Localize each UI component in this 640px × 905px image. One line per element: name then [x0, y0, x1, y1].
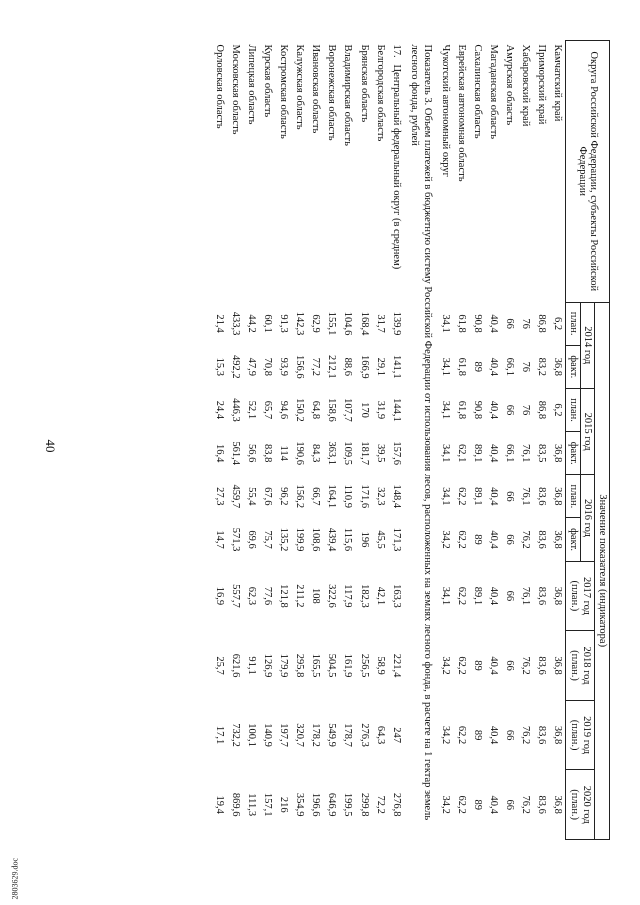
region-name: Приморский край [536, 44, 548, 125]
value-cell: 621,6 [230, 653, 242, 678]
value-cell: 86,8 [536, 314, 548, 333]
value-cell: 732,2 [230, 723, 242, 747]
value-cell: 121,8 [278, 584, 290, 608]
value-cell: 354,9 [294, 792, 306, 817]
value-cell: 42,1 [374, 586, 386, 606]
region-name: Орловская область [213, 44, 225, 129]
federal-district-row [388, 41, 404, 840]
value-cell: 75,7 [262, 530, 274, 549]
value-cell: 93,9 [278, 357, 290, 376]
region-name: Амурская область [504, 44, 516, 126]
value-cell: 61,8 [455, 314, 467, 333]
value-cell: 76,1 [520, 443, 532, 463]
value-cell: 211,2 [294, 584, 306, 608]
value-cell: 158,6 [326, 398, 338, 422]
value-cell: 157,1 [262, 792, 274, 817]
value-cell: 108 [310, 588, 322, 604]
value-cell: 47,9 [246, 357, 258, 376]
value-cell: 62,2 [455, 586, 467, 606]
table-row [549, 41, 566, 840]
value-cell: 40,4 [488, 487, 500, 506]
region-name: Липецкая область [246, 44, 258, 125]
value-cell: 40,4 [488, 795, 500, 814]
value-cell: 504,5 [326, 653, 338, 678]
year-header: 2016 год [580, 475, 595, 561]
value-cell: 108,6 [310, 527, 322, 552]
value-cell: 34,1 [439, 586, 451, 606]
value-cell: 62,2 [455, 656, 467, 675]
value-cell: 247 [390, 727, 402, 743]
value-cell: 446,3 [230, 398, 242, 422]
indicator-group-header: Значение показателя (индикатора) [595, 302, 610, 839]
value-cell: 36,8 [552, 656, 564, 675]
value-cell: 117,9 [342, 584, 354, 608]
value-cell: 433,3 [230, 311, 242, 336]
table-row [323, 41, 339, 840]
value-cell: 88,6 [342, 357, 354, 376]
value-cell: 70,8 [262, 357, 274, 376]
value-cell: 64,3 [374, 725, 386, 745]
value-cell: 557,7 [230, 584, 242, 608]
value-cell: 66,1 [504, 443, 516, 463]
region-name: Брянская область [358, 44, 370, 123]
table-row [211, 41, 227, 840]
plan-fact-header: план. [566, 475, 581, 518]
value-cell: 561,4 [230, 441, 242, 465]
value-cell: 114 [278, 445, 290, 461]
value-cell: 34,1 [439, 443, 451, 463]
value-cell: 164,1 [326, 484, 338, 509]
value-cell: 109,5 [342, 441, 354, 465]
year-header: 2018 год (план.) [566, 631, 595, 701]
value-cell: 60,1 [262, 314, 274, 333]
region-name: Калужская область [294, 44, 306, 130]
value-cell: 44,2 [246, 314, 258, 333]
value-cell: 65,7 [262, 400, 274, 420]
value-cell: 16,4 [213, 443, 225, 463]
value-cell: 34,2 [439, 530, 451, 549]
value-cell: 58,9 [374, 656, 386, 675]
value-cell: 34,1 [439, 314, 451, 333]
value-cell: 89,1 [472, 586, 484, 606]
value-cell: 76,1 [520, 586, 532, 606]
value-cell: 156,2 [294, 484, 306, 509]
value-cell: 36,8 [552, 530, 564, 549]
region-name: Московская область [230, 44, 242, 135]
value-cell: 76,1 [520, 487, 532, 506]
value-cell: 322,6 [326, 584, 338, 608]
value-cell: 66 [504, 799, 516, 810]
value-cell: 170 [358, 402, 370, 418]
value-cell: 94,6 [278, 400, 290, 420]
value-cell: 181,7 [358, 441, 370, 465]
value-cell: 111,3 [246, 793, 258, 817]
value-cell: 45,5 [374, 530, 386, 549]
value-cell: 165,5 [310, 653, 322, 678]
value-cell: 31,9 [374, 400, 386, 420]
value-cell: 24,4 [213, 400, 225, 420]
value-cell: 40,4 [488, 443, 500, 463]
rotated-table-container [35, 40, 610, 840]
value-cell: 141,1 [390, 354, 402, 379]
value-cell: 91,3 [278, 314, 290, 333]
value-cell: 155,1 [326, 311, 338, 336]
value-cell: 36,8 [552, 586, 564, 606]
value-cell: 19,4 [213, 795, 225, 814]
value-cell: 62,9 [310, 314, 322, 333]
value-cell: 34,2 [439, 725, 451, 745]
value-cell: 115,6 [342, 527, 354, 552]
value-cell: 55,4 [246, 487, 258, 506]
value-cell: 76,2 [520, 656, 532, 675]
value-cell: 439,4 [326, 527, 338, 552]
region-name: Воронежская область [326, 44, 338, 141]
value-cell: 66,7 [310, 487, 322, 506]
region-name: Еврейская автономная область [455, 44, 467, 182]
value-cell: 62,2 [455, 530, 467, 549]
value-cell: 76,2 [520, 795, 532, 814]
value-cell: 14,7 [213, 530, 225, 549]
value-cell: 32,3 [374, 487, 386, 506]
table-row [227, 41, 243, 840]
value-cell: 76,2 [520, 725, 532, 745]
table-row [533, 41, 549, 840]
value-cell: 142,3 [294, 311, 306, 336]
value-cell: 126,9 [262, 653, 274, 678]
value-cell: 83,6 [536, 530, 548, 549]
value-cell: 182,3 [358, 584, 370, 608]
value-cell: 139,9 [390, 311, 402, 336]
table-row [243, 41, 259, 840]
value-cell: 107,7 [342, 398, 354, 422]
value-cell: 150,2 [294, 398, 306, 422]
value-cell: 66 [504, 491, 516, 502]
value-cell: 76 [520, 361, 532, 373]
value-cell: 459,7 [230, 484, 242, 509]
header-row-1 [595, 41, 610, 840]
value-cell: 89 [472, 660, 484, 671]
value-cell: 148,4 [390, 484, 402, 509]
value-cell: 66 [504, 318, 516, 329]
value-cell: 646,9 [326, 792, 338, 817]
value-cell: 90,8 [472, 400, 484, 420]
value-cell: 61,8 [455, 400, 467, 420]
value-cell: 76 [520, 404, 532, 416]
value-cell: 39,5 [374, 443, 386, 463]
table-row [453, 41, 469, 840]
value-cell: 197,7 [278, 723, 290, 747]
value-cell: 36,8 [552, 443, 564, 463]
value-cell: 363,1 [326, 441, 338, 465]
value-cell: 199,5 [342, 792, 354, 817]
year-header: 2015 год [580, 388, 595, 474]
plan-fact-header: факт. [566, 518, 581, 561]
table-row [259, 41, 275, 840]
value-cell: 549,9 [326, 723, 338, 747]
value-cell: 171,6 [358, 484, 370, 509]
value-cell: 34,2 [439, 795, 451, 814]
value-cell: 166,9 [358, 354, 370, 379]
indicator-table [211, 40, 610, 840]
value-cell: 6,2 [552, 403, 564, 417]
value-cell: 62,1 [455, 443, 467, 463]
region-name: Хабаровский край [520, 44, 532, 127]
value-cell: 179,9 [278, 653, 290, 678]
value-cell: 29,1 [374, 357, 386, 376]
region-name: Чукотский автономный округ [439, 44, 451, 177]
value-cell: 161,9 [342, 653, 354, 678]
value-cell: 40,4 [488, 725, 500, 745]
value-cell: 86,8 [536, 400, 548, 420]
value-cell: 36,8 [552, 487, 564, 506]
value-cell: 140,9 [262, 723, 274, 747]
region-name: Владимирская область [342, 44, 354, 146]
value-cell: 196 [358, 531, 370, 548]
year-header: 2019 год (план.) [566, 700, 595, 770]
value-cell: 62,2 [455, 795, 467, 814]
value-cell: 66,1 [504, 357, 516, 376]
value-cell: 66 [504, 404, 516, 416]
value-cell: 34,1 [439, 400, 451, 420]
value-cell: 84,3 [310, 443, 322, 463]
plan-fact-header: план. [566, 302, 581, 345]
year-header: 2020 год (план.) [566, 770, 595, 840]
region-name: Белгородская область [374, 44, 386, 142]
region-name: Магаданская область [488, 44, 500, 140]
value-cell: 171,3 [390, 527, 402, 552]
table-row [339, 41, 355, 840]
value-cell: 83,6 [536, 487, 548, 506]
value-cell: 163,3 [390, 584, 402, 608]
table-row [501, 41, 517, 840]
value-cell: 52,1 [246, 400, 258, 420]
value-cell: 135,2 [278, 527, 290, 552]
value-cell: 168,4 [358, 311, 370, 336]
value-cell: 89 [472, 534, 484, 545]
value-cell: 216 [278, 796, 290, 813]
value-cell: 77,2 [310, 357, 322, 376]
value-cell: 89 [472, 729, 484, 741]
value-cell: 299,8 [358, 792, 370, 817]
value-cell: 62,3 [246, 586, 258, 606]
value-cell: 199,9 [294, 527, 306, 552]
value-cell: 83,6 [536, 656, 548, 675]
value-cell: 89,1 [472, 443, 484, 463]
table-row [437, 41, 453, 840]
value-cell: 276,8 [390, 792, 402, 817]
value-cell: 110,9 [342, 484, 354, 508]
value-cell: 66 [504, 590, 516, 602]
value-cell: 157,6 [390, 441, 402, 465]
value-cell: 66 [504, 660, 516, 671]
value-cell: 16,9 [213, 586, 225, 606]
region-name: Камчатский край [552, 44, 564, 122]
region-column-header: Округа Российской Федерации, субъекты Российской Федерации [566, 41, 610, 303]
value-cell: 66 [504, 534, 516, 545]
federal-district-label: Центральный федеральный округ (в среднем) [390, 64, 402, 270]
value-cell: 62,2 [455, 725, 467, 745]
value-cell: 83,6 [536, 725, 548, 745]
value-cell: 40,4 [488, 357, 500, 376]
federal-district-name [388, 41, 404, 303]
value-cell: 96,2 [278, 487, 290, 506]
table-row [355, 41, 371, 840]
value-cell: 83,5 [536, 443, 548, 463]
value-cell: 156,6 [294, 354, 306, 379]
value-cell: 21,4 [213, 314, 225, 333]
value-cell: 89 [472, 799, 484, 810]
value-cell: 17,1 [213, 725, 225, 745]
value-cell: 36,8 [552, 357, 564, 376]
indicator-title: Показатель 3. Объем платежей в бюджетную систему Российской Федерации от использования лесов, расположенных на землях лесного фонда, в расчете на 1 гектар земель лесного фонда, рублей [409, 44, 433, 821]
value-cell: 34,1 [439, 357, 451, 376]
value-cell: 256,5 [358, 653, 370, 678]
value-cell: 89,1 [472, 487, 484, 506]
value-cell: 144,1 [390, 398, 402, 422]
table-row [469, 41, 485, 840]
document-filename: 2803629.doc [10, 857, 20, 900]
value-cell: 295,8 [294, 653, 306, 678]
value-cell: 56,6 [246, 443, 258, 463]
value-cell: 36,8 [552, 725, 564, 745]
value-cell: 89 [472, 361, 484, 373]
region-name: Курская область [262, 44, 274, 118]
region-name: Костромская область [278, 44, 290, 139]
value-cell: 90,8 [472, 314, 484, 333]
value-cell: 178,7 [342, 723, 354, 747]
value-cell: 40,4 [488, 586, 500, 606]
value-cell: 15,3 [213, 357, 225, 376]
value-cell: 196,6 [310, 792, 322, 817]
value-cell: 62,2 [455, 487, 467, 506]
value-cell: 221,4 [390, 653, 402, 678]
value-cell: 40,4 [488, 400, 500, 420]
value-cell: 76,2 [520, 530, 532, 549]
table-row [291, 41, 307, 840]
value-cell: 83,6 [536, 586, 548, 606]
value-cell: 492,2 [230, 354, 242, 379]
table-row [517, 41, 533, 840]
page-number: 40 [43, 439, 58, 453]
value-cell: 320,7 [294, 723, 306, 747]
value-cell: 77,6 [262, 586, 274, 606]
value-cell: 571,3 [230, 527, 242, 552]
value-cell: 100,1 [246, 723, 258, 747]
year-header: 2017 год (план.) [566, 561, 595, 631]
table-row [307, 41, 323, 840]
value-cell: 67,6 [262, 487, 274, 506]
plan-fact-header: план. [566, 388, 581, 431]
value-cell: 212,1 [326, 354, 338, 379]
region-name: Сахалинская область [472, 44, 484, 139]
table-row [372, 41, 388, 840]
value-cell: 190,6 [294, 441, 306, 465]
value-cell: 72,2 [374, 795, 386, 814]
value-cell: 76 [520, 318, 532, 329]
region-name: Ивановская область [310, 44, 322, 134]
value-cell: 69,6 [246, 530, 258, 549]
row-number: 17. [390, 44, 402, 58]
value-cell: 178,2 [310, 723, 322, 747]
value-cell: 34,2 [439, 656, 451, 675]
value-cell: 40,4 [488, 530, 500, 549]
value-cell: 6,2 [552, 317, 564, 331]
value-cell: 276,3 [358, 723, 370, 747]
value-cell: 64,8 [310, 400, 322, 420]
value-cell: 61,8 [455, 357, 467, 376]
table-row [485, 41, 501, 840]
plan-fact-header: факт. [566, 432, 581, 475]
value-cell: 36,8 [552, 795, 564, 814]
value-cell: 869,6 [230, 792, 242, 817]
year-header: 2014 год [580, 302, 595, 388]
value-cell: 66 [504, 729, 516, 741]
value-cell: 83,2 [536, 357, 548, 376]
value-cell: 104,6 [342, 311, 354, 336]
plan-fact-header: факт. [566, 345, 581, 388]
value-cell: 91,1 [246, 656, 258, 675]
value-cell: 34,1 [439, 487, 451, 506]
value-cell: 31,7 [374, 314, 386, 333]
table-row [275, 41, 291, 840]
value-cell: 25,7 [213, 656, 225, 675]
value-cell: 40,4 [488, 656, 500, 675]
value-cell: 83,6 [536, 795, 548, 814]
value-cell: 27,3 [213, 487, 225, 506]
value-cell: 40,4 [488, 314, 500, 333]
value-cell: 83,8 [262, 443, 274, 463]
indicator-row [404, 41, 437, 840]
